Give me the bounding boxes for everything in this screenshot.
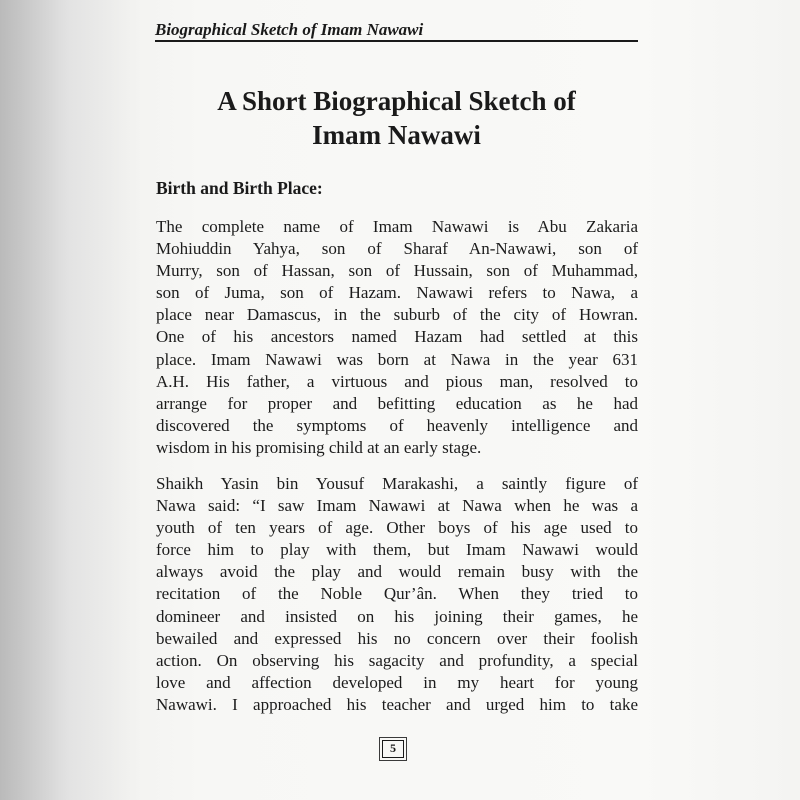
text-line: place near Damascus, in the suburb of the city of Howran.	[156, 305, 638, 325]
chapter-title	[155, 84, 638, 152]
section-heading: Birth and Birth Place:	[156, 178, 323, 198]
text-line: discovered the symptoms of heavenly intelligence and	[156, 415, 638, 435]
text-line: A.H. His father, a virtuous and pious man, resolved to	[156, 371, 638, 391]
running-header-title: Biographical Sketch of Imam Nawawi	[155, 20, 424, 39]
header-rule	[155, 40, 638, 42]
text-line: recitation of the Noble Qur’ân. When they tried to	[156, 584, 638, 604]
text-line: place. Imam Nawawi was born at Nawa in the year 631	[156, 349, 638, 369]
chapter-title-line-1: A Short Biographical Sketch of	[217, 86, 576, 116]
text-line: The complete name of Imam Nawawi is Abu Zakaria	[156, 217, 638, 236]
text-line: action. On observing his sagacity and profundity, a special	[156, 650, 638, 670]
paragraph-shaikh-yasin	[156, 473, 638, 716]
text-line: always avoid the play and would remain busy with the	[156, 562, 638, 582]
text-line: Shaikh Yasin bin Yousuf Marakashi, a saintly figure of	[156, 474, 638, 493]
paragraph-birth	[156, 216, 638, 459]
page-number: 5	[382, 740, 404, 758]
chapter-title-line-2: Imam Nawawi	[312, 120, 481, 150]
text-line: Mohiuddin Yahya, son of Sharaf An-Nawawi, son of	[156, 239, 638, 259]
text-line: Nawa said: “I saw Imam Nawawi at Nawa when he was a	[156, 496, 638, 516]
text-line: son of Juma, son of Hazam. Nawawi refers to Nawa, a	[156, 283, 638, 303]
text-line: One of his ancestors named Hazam had settled at this	[156, 327, 638, 347]
text-line: arrange for proper and befitting education as he had	[156, 393, 638, 413]
text-line: Nawawi. I approached his teacher and urged him to take	[156, 694, 638, 714]
text-line: Murry, son of Hassan, son of Hussain, son of Muhammad,	[156, 261, 638, 281]
text-line: wisdom in his promising child at an early stage.	[156, 437, 482, 457]
page-gutter-shadow	[0, 0, 140, 800]
text-line: love and affection developed in my heart for young	[156, 672, 638, 692]
running-header	[155, 18, 638, 42]
text-line: youth of ten years of age. Other boys of his age used to	[156, 518, 638, 538]
text-line: domineer and insisted on his joining their games, he	[156, 606, 638, 626]
text-line: bewailed and expressed his no concern over their foolish	[156, 628, 638, 648]
text-line: force him to play with them, but Imam Nawawi would	[156, 540, 638, 560]
